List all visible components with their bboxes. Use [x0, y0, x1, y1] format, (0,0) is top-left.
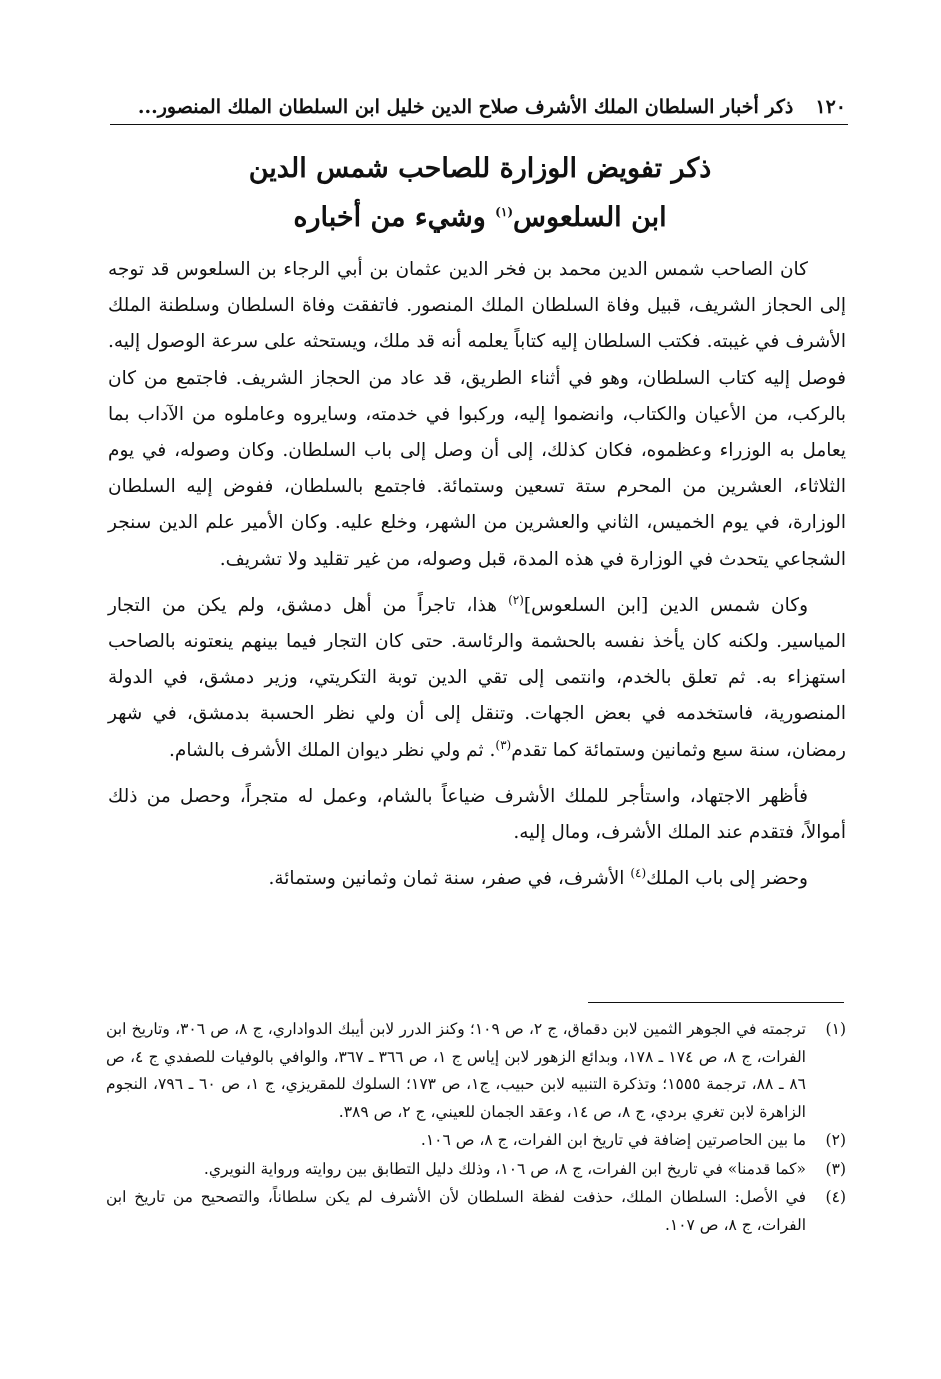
title-rest: وشيء من أخباره — [293, 202, 496, 233]
footnotes — [106, 1016, 846, 1239]
footnote-number: (٣) — [825, 1159, 846, 1178]
chapter-title — [140, 144, 820, 242]
paragraph-2 — [108, 588, 846, 769]
title-line-1: ذكر تفويض الوزارة للصاحب شمس الدين — [248, 153, 712, 184]
footnote-number: (٢) — [825, 1131, 846, 1149]
footnote-ref-4: (٤) — [630, 866, 647, 881]
footnote-ref-2: (٢) — [508, 592, 524, 607]
footnote — [106, 1156, 846, 1184]
paragraph-4-part-b: الأشرف، في صفر، سنة ثمان وثمانين وستمائة. — [268, 868, 631, 890]
footnote — [106, 1127, 846, 1155]
title-footnote-ref: (١) — [495, 205, 513, 219]
paragraph-4-part-a: وحضر إلى باب الملك — [646, 868, 808, 890]
footnote-text: ترجمته في الجوهر الثمين لابن دقماق، ج ٢، ص ١٠٩؛ وكنز الدرر لابن أيبك الدواداري، ج ٨، ص ٣٠٦، وتاريخ ابن الفرات، ج ٨، ص ١٧٤ ـ ١٧٨، وبدائع الزهور لابن إياس ج ١، ص ٣٦٦ ـ ٣٦٧، والوافي بالوفيات للصفدي ج ٤، ص ٨٦ ـ ٨٨، ترجمة ١٥٥٥؛ وتذكرة التنبيه لابن حبيب، ج١، ص ١٧٣؛ السلوك للمقريزي، ج ١، ص ٦٠ ـ ٧٩٦، النجوم الزاهرة لابن تغري بردي، ج ٨، ص ١٤، وعقد الجمان للعيني، ج ٢، ص ٣٨٩. — [106, 1020, 806, 1121]
running-header — [112, 92, 846, 122]
footnote-number: (٤) — [825, 1188, 846, 1206]
footnote-ref-3: (٣) — [495, 737, 512, 752]
footnote-separator — [588, 1002, 844, 1003]
page-number: ١٢٠ — [815, 96, 846, 118]
paragraph-2-part-c: . ثم ولي نظر ديوان الملك الأشرف بالشام. — [169, 739, 496, 761]
main-text — [108, 252, 846, 897]
footnote-text: في الأصل: السلطان الملك، حذفت لفظة السلطان لأن الأشرف لم يكن سلطاناً، والتصحيح من تاريخ ابن الفرات، ج ٨، ص ١٠٧. — [106, 1188, 806, 1234]
paragraph-2-part-a: وكان شمس الدين [ابن السلعوس] — [523, 594, 808, 616]
running-title: ذكر أخبار السلطان الملك الأشرف صلاح الدين خليل ابن السلطان الملك المنصور... — [137, 96, 794, 118]
paragraph-1: كان الصاحب شمس الدين محمد بن فخر الدين عثمان بن أبي الرجاء بن السلعوس قد توجه إلى الحجاز الشريف، قبيل وفاة السلطان الملك المنصور. فاتفقت وفاة السلطان وسلطنة الملك الأشرف في غيبته. فكتب السلطان إليه كتاباً يعلمه أنه قد ملك، ويستحثه على سرعة الوصول إليه. فوصل إليه كتاب السلطان، وهو في أثناء الطريق، قد عاد من الحجاز الشريف. فاجتمع من كان بالركب، من الأعيان والكتاب، وانضموا إليه، وركبوا في خدمته، وسايروه وعاملوه من الآداب بما يعامل به الوزراء وعظموه، فكان كذلك، إلى أن وصل إلى باب السلطان. وكان وصوله، في يوم الثلاثاء، العشرين من المحرم ستة تسعين وستمائة. فاجتمع بالسلطان، ففوض إليه السلطان الوزارة، في يوم الخميس، الثاني والعشرين من الشهر، وخلع عليه. وكان الأمير علم الدين سنجر الشجاعي يتحدث في الوزارة في هذه المدة، قبل وصوله، من غير تقليد ولا تشريف. — [108, 259, 846, 570]
paragraph-3: فأظهر الاجتهاد، واستأجر للملك الأشرف ضياعاً بالشام، وعمل له متجراً، وحصل من ذلك أموالاً، فتقدم عند الملك الأشرف، ومال إليه. — [108, 785, 846, 844]
footnote-text: ما بين الحاصرتين إضافة في تاريخ ابن الفرات، ج ٨، ص ١٠٦. — [420, 1131, 806, 1149]
footnote-text: «كما قدمنا» في تاريخ ابن الفرات، ج ٨، ص ١٠٦، وذلك دليل التطابق بين روايته ورواية النويري. — [203, 1159, 806, 1178]
footnote — [106, 1016, 846, 1126]
paragraph-2-part-b: هذا، تاجراً من أهل دمشق، ولم يكن من التجار المياسير. ولكنه كان يأخذ نفسه بالحشمة والرئاسة. حتى كان التجار فيما بينهم ينعتونه بالصاحب استهزاء به. ثم تعلق بالخدم، وانتمى إلى تقي الدين توبة التكريتي، وزير دمشق، في الدولة المنصورية، فاستخدمه في بعض الجهات. وتنقل إلى أن ولي نظر الحسبة بدمشق، في شهر رمضان، سنة سبع وثمانين وستمائة كما تقدم — [108, 594, 846, 761]
title-line-2 — [140, 193, 820, 242]
footnote-number: (١) — [825, 1020, 846, 1038]
paragraph-4 — [108, 861, 846, 897]
header-rule — [110, 124, 848, 125]
title-name: ابن السلعوس — [513, 202, 667, 233]
footnote — [106, 1184, 846, 1239]
